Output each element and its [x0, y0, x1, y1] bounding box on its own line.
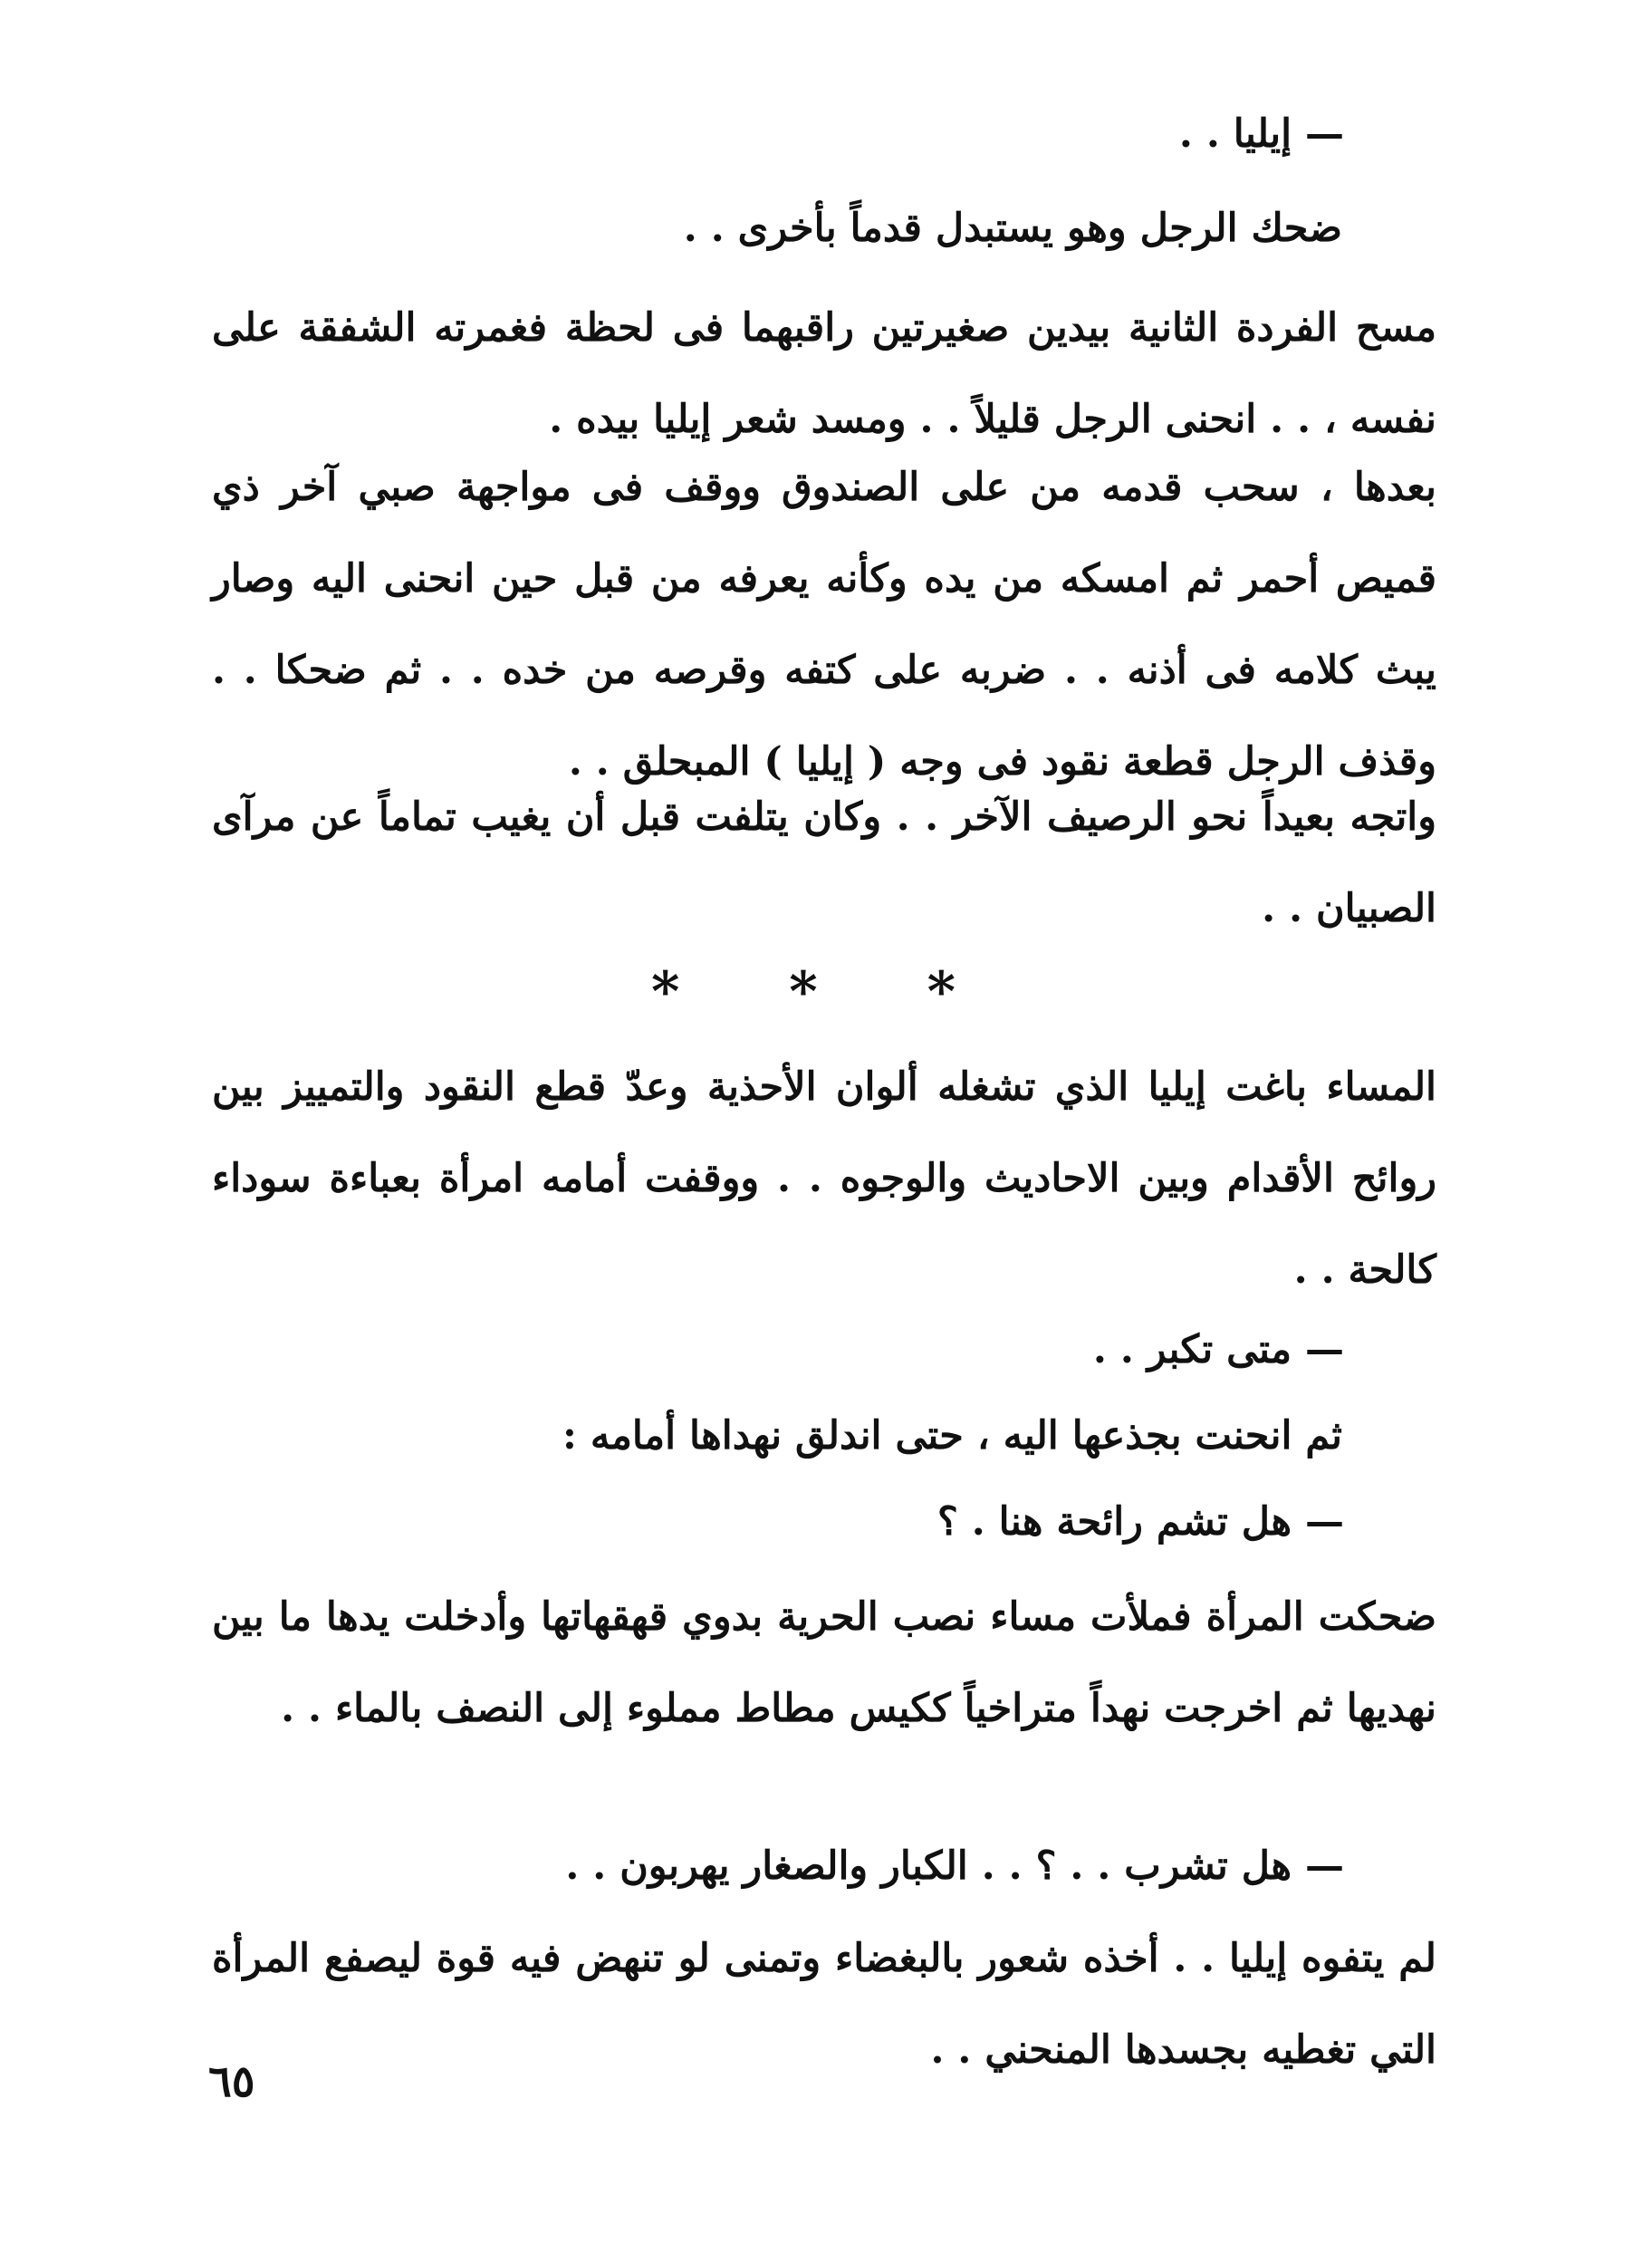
- dialogue-line: — هل تشرب . . ؟ . . الكبار والصغار يهربون . .: [565, 1843, 1344, 1889]
- paragraph: المساء باغت إيليا الذي تشغله ألوان الأحذية وعدّ قطع النقود والتمييز بين روائح الأقدام وبين الاحاديث والوجوه . . ووقفت أمامه امرأة بعباءة سوداء كالحة . .: [212, 1064, 1436, 1293]
- dialogue-line: — إيليا . .: [1178, 111, 1344, 157]
- dialogue-line: — متى تكبر . .: [1092, 1327, 1344, 1372]
- paragraph: ثم انحنت بجذعها اليه ، حتى اندلق نهداها أمامه :: [562, 1413, 1342, 1458]
- paragraph: ضحك الرجل وهو يستبدل قدماً بأخرى . .: [683, 206, 1342, 251]
- section-separator: * * *: [651, 960, 1001, 1024]
- paragraph: بعدها ، سحب قدمه من على الصندوق ووقف فى مواجهة صبي آخر ذي قميص أحمر ثم امسكه من يده وكأنه يعرفه من قبل حين انحنى اليه وصار يبث كلامه فى أذنه . . ضربه على كتفه وقرصه من خده . . ثم ضحكا . . وقذف الرجل قطعة نقود فى وجه ( إيليا ) المبحلق . .: [212, 465, 1436, 785]
- paragraph: ضحكت المرأة فملأت مساء نصب الحرية بدوي قهقهاتها وأدخلت يدها ما بين نهديها ثم اخرجت نهداً متراخياً ككيس مطاط مملوء إلى النصف بالماء . .: [212, 1594, 1436, 1731]
- paragraph: واتجه بعيداً نحو الرصيف الآخر . . وكان يتلفت قبل أن يغيب تماماً عن مرآى الصبيان . .: [212, 794, 1436, 931]
- dialogue-line: — هل تشم رائحة هنا . ؟: [936, 1499, 1344, 1545]
- page-number: ٦٥: [208, 2056, 255, 2107]
- paragraph: لم يتفوه إيليا . . أخذه شعور بالبغضاء وتمنى لو تنهض فيه قوة ليصفع المرأة التي تغطيه بجسدها المنحني . .: [212, 1936, 1436, 2073]
- paragraph: مسح الفردة الثانية بيدين صغيرتين راقبهما فى لحظة فغمرته الشفقة على نفسه ، . . انحنى الرجل قليلاً . . ومسد شعر إيليا بيده .: [212, 305, 1436, 442]
